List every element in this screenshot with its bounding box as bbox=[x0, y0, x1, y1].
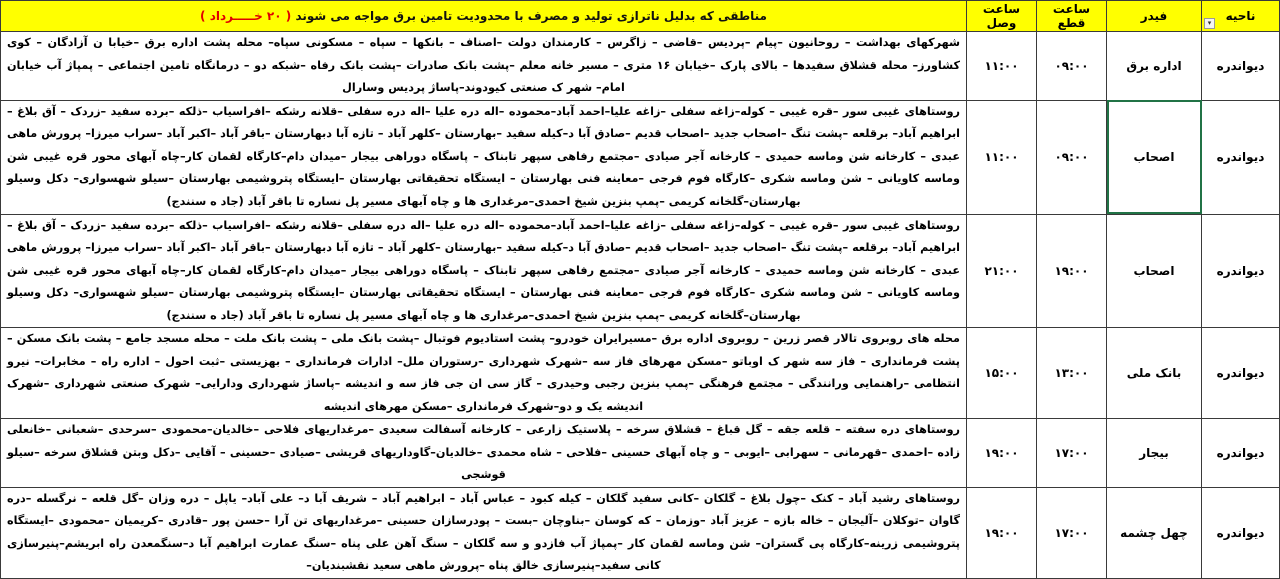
header-cut-time[interactable] bbox=[1037, 1, 1107, 32]
table-row bbox=[1, 32, 1280, 101]
cut-time-cell[interactable]: ۱۹:۰۰ bbox=[1037, 214, 1107, 328]
title-main: مناطقی که بدلیل ناترازی تولید و مصرف با محدودیت تامین برق مواجه می شوند bbox=[295, 9, 767, 23]
areas-cell[interactable]: محله های روبروی تالار قصر زرین – روبروی اداره برق –مسیرایران خودرو– پشت استادیوم فوتبال –پشت بانک ملی – پشت بانک ملت – محله مسجد جامع – پشت بانک مسکن –پشت فرمانداری – فاز سه شهر ک اوباتو –مسکن مهرهای فاز سه –شهرک شهرداری –رستوران ملل– ادارات فرمانداری – بهزیستی –ثبت احول – اداره راه – مخابرات– نیرو انتظامی –راهنمایی ورانندگی – مجتمع فرهنگی –پمپ بنزین رجبی وحیدری – گاز سی ان جی فاز سه و اندیشه –پاساژ شهرداری ودارایی– شهرک صنعتی شهرداری –شهرک اندیشه یک و دو–شهرک فرمانداری –مسکن مهرهای اندیشه bbox=[1, 328, 967, 419]
header-region-label: ناحیه bbox=[1225, 9, 1256, 23]
header-cut-time-label: ساعت قطع bbox=[1052, 2, 1091, 30]
title-date: ( ۲۰ خـــــرداد ) bbox=[200, 9, 292, 23]
feeder-cell[interactable]: اداره برق bbox=[1107, 32, 1202, 101]
table-row bbox=[1, 419, 1280, 488]
areas-cell[interactable]: شهرکهای بهداشت – روحانیون –پیام –پردیس –قاضی – زاگرس – کارمندان دولت –اصناف – بانکها – سپاه – مسکونی سپاه– محله پشت اداره برق –خیابا ن آزادگان – کوی کشاورز– محله قشلاق سفیدها – بالای پارک –خیابان ۱۶ متری – مسیر خانه معلم –پشت بانک صادرات –پشت بانک رفاه –شبکه دو – درمانگاه تامین اجتماعی – پمپاژ آب خیابان امام– شهر ک صنعتی کیودوند–پاساژ پردیس وسارال bbox=[1, 32, 967, 101]
header-areas-title[interactable] bbox=[1, 1, 967, 32]
connect-time-cell[interactable]: ۱۱:۰۰ bbox=[967, 32, 1037, 101]
areas-cell[interactable]: روستاهای دره سفته – قلعه جقه – گل قباغ – قشلاق سرخه – پلاستیک زارعی – کارخانه آسفالت سعیدی –مرغداریهای فلاحی –خالدیان–محمودی –سرحدی –شعبانی –خانعلی زاده –احمدی –قهرمانی – سهرابی –ایوبی – و چاه آبهای حسینی –فلاحی – شاه محمدی –خالدیان–گاوداریهای قریشی –صیادی –حسینی – آقایی –دکل وبتن قشلاق سرخه –سیلو قوشجی bbox=[1, 419, 967, 488]
header-row bbox=[1, 1, 1280, 32]
areas-cell[interactable]: روستاهای غیبی سور –قره غیبی – کوله–زاغه سفلی –زاغه علیا–احمد آباد–محموده –اله دره علیا –اله دره سفلی –قلانه رشکه –افراسیاب –ذلکه –برده سفید –زردک – آق بلاغ –ابراهیم آباد– برقلعه –پشت تنگ –اصحاب جدید –اصحاب قدیم –صادق آبا د–کیله سفید –بهارستان –کلهر آباد – تازه آبا دبهارستان –باقر آباد –اکبر آباد –سراب میرزا– پرورش ماهی عبدی – کارخانه شن وماسه حمیدی – کارخانه آجر صیادی –مجتمع رفاهی سپهر تابناک – پاسگاه دوراهی بیجار –میدان دام–کارگاه لقمان کار–چاه آبهای محور قره غیبی شن وماسه کاویانی – شن وماسه شکری –کارگاه فوم فرجی –معاینه فنی بهارستان – ایستگاه تحقیقاتی بهارستان –ایستگاه پتروشیمی بهارستان –سیلو شهسواری– دکل وسیلو بهارستان–گلخانه کریمی –پمپ بنزین شیخ احمدی–مرغداری ها و چاه آبهای مسیر پل نساره تا باقر آباد (جاد ه سنندج) bbox=[1, 214, 967, 328]
connect-time-cell[interactable]: ۱۹:۰۰ bbox=[967, 419, 1037, 488]
feeder-cell[interactable]: بانک ملی bbox=[1107, 328, 1202, 419]
region-cell[interactable]: دیواندره bbox=[1202, 328, 1280, 419]
connect-time-cell[interactable]: ۲۱:۰۰ bbox=[967, 214, 1037, 328]
filter-dropdown-icon[interactable]: ▾ bbox=[1204, 18, 1215, 29]
areas-cell[interactable]: روستاهای رشید آباد – کنک –چول بلاغ – گلکان –کانی سفید گلکان – کیله کبود – عباس آباد – ابراهیم آباد – شریف آبا د– علی آباد– یاپل – دره وزان –گل قلعه – نرگسله –دره گاوان –توکلان –آلیجان – خاله بازه – عزیز آباد –وزمان – که کوسان –بناوچان –بست – پودرسازان حسینی –مرغداریهای تن آرا –حسن پور –قادری –کریمیان –محمودی –ایستگاه پتروشیمی زرینه–کارگاه پی گستران– شن وماسه لقمان کار –پمپاژ آب فازدو و سه گلکان – سنگ آهن علی پناه –سنگ عمارت ابراهیم آبا د–سنگمعدن راه ابریشم–پنیرسازی کانی سفید–پنیرسازی خالق پناه –پرورش ماهی سعید نقشبندیان– bbox=[1, 487, 967, 578]
feeder-cell[interactable]: بیجار bbox=[1107, 419, 1202, 488]
table-row bbox=[1, 487, 1280, 578]
region-cell[interactable]: دیواندره bbox=[1202, 419, 1280, 488]
connect-time-cell[interactable]: ۱۹:۰۰ bbox=[967, 487, 1037, 578]
table-row bbox=[1, 214, 1280, 328]
region-cell[interactable]: دیواندره bbox=[1202, 214, 1280, 328]
feeder-cell[interactable]: اصحاب bbox=[1107, 214, 1202, 328]
header-feeder[interactable] bbox=[1107, 1, 1202, 32]
table-row bbox=[1, 100, 1280, 214]
connect-time-cell[interactable]: ۱۵:۰۰ bbox=[967, 328, 1037, 419]
header-connect-time[interactable] bbox=[967, 1, 1037, 32]
region-cell[interactable]: دیواندره bbox=[1202, 32, 1280, 101]
cut-time-cell[interactable]: ۱۳:۰۰ bbox=[1037, 328, 1107, 419]
table-row bbox=[1, 328, 1280, 419]
cut-time-cell[interactable]: ۱۷:۰۰ bbox=[1037, 487, 1107, 578]
feeder-cell[interactable]: چهل چشمه bbox=[1107, 487, 1202, 578]
cut-time-cell[interactable]: ۱۷:۰۰ bbox=[1037, 419, 1107, 488]
cut-time-cell[interactable]: ۰۹:۰۰ bbox=[1037, 100, 1107, 214]
cut-time-cell[interactable]: ۰۹:۰۰ bbox=[1037, 32, 1107, 101]
region-cell[interactable]: دیواندره bbox=[1202, 100, 1280, 214]
header-connect-time-label: ساعت وصل bbox=[982, 2, 1021, 30]
header-feeder-label: فیدر bbox=[1140, 9, 1168, 23]
connect-time-cell[interactable]: ۱۱:۰۰ bbox=[967, 100, 1037, 214]
header-region[interactable] bbox=[1202, 1, 1280, 32]
feeder-cell-selected[interactable]: اصحاب bbox=[1107, 100, 1202, 214]
region-cell[interactable]: دیواندره bbox=[1202, 487, 1280, 578]
areas-cell[interactable]: روستاهای غیبی سور –قره غیبی – کوله–زاغه سفلی –زاغه علیا–احمد آباد–محموده –اله دره علیا –اله دره سفلی –قلانه رشکه –افراسیاب –ذلکه –برده سفید –زردک – آق بلاغ –ابراهیم آباد– برقلعه –پشت تنگ –اصحاب جدید –اصحاب قدیم –صادق آبا د–کیله سفید –بهارستان –کلهر آباد – تازه آبا دبهارستان –باقر آباد –اکبر آباد –سراب میرزا– پرورش ماهی عبدی – کارخانه شن وماسه حمیدی – کارخانه آجر صیادی –مجتمع رفاهی سپهر تابناک – پاسگاه دوراهی بیجار –میدان دام–کارگاه لقمان کار–چاه آبهای محور قره غیبی شن وماسه کاویانی – شن وماسه شکری –کارگاه فوم فرجی –معاینه فنی بهارستان – ایستگاه تحقیقاتی بهارستان –ایستگاه پتروشیمی بهارستان –سیلو شهسواری– دکل وسیلو بهارستان–گلخانه کریمی –پمپ بنزین شیخ احمدی–مرغداری ها و چاه آبهای مسیر پل نساره تا باقر آباد (جاد ه سنندج) bbox=[1, 100, 967, 214]
